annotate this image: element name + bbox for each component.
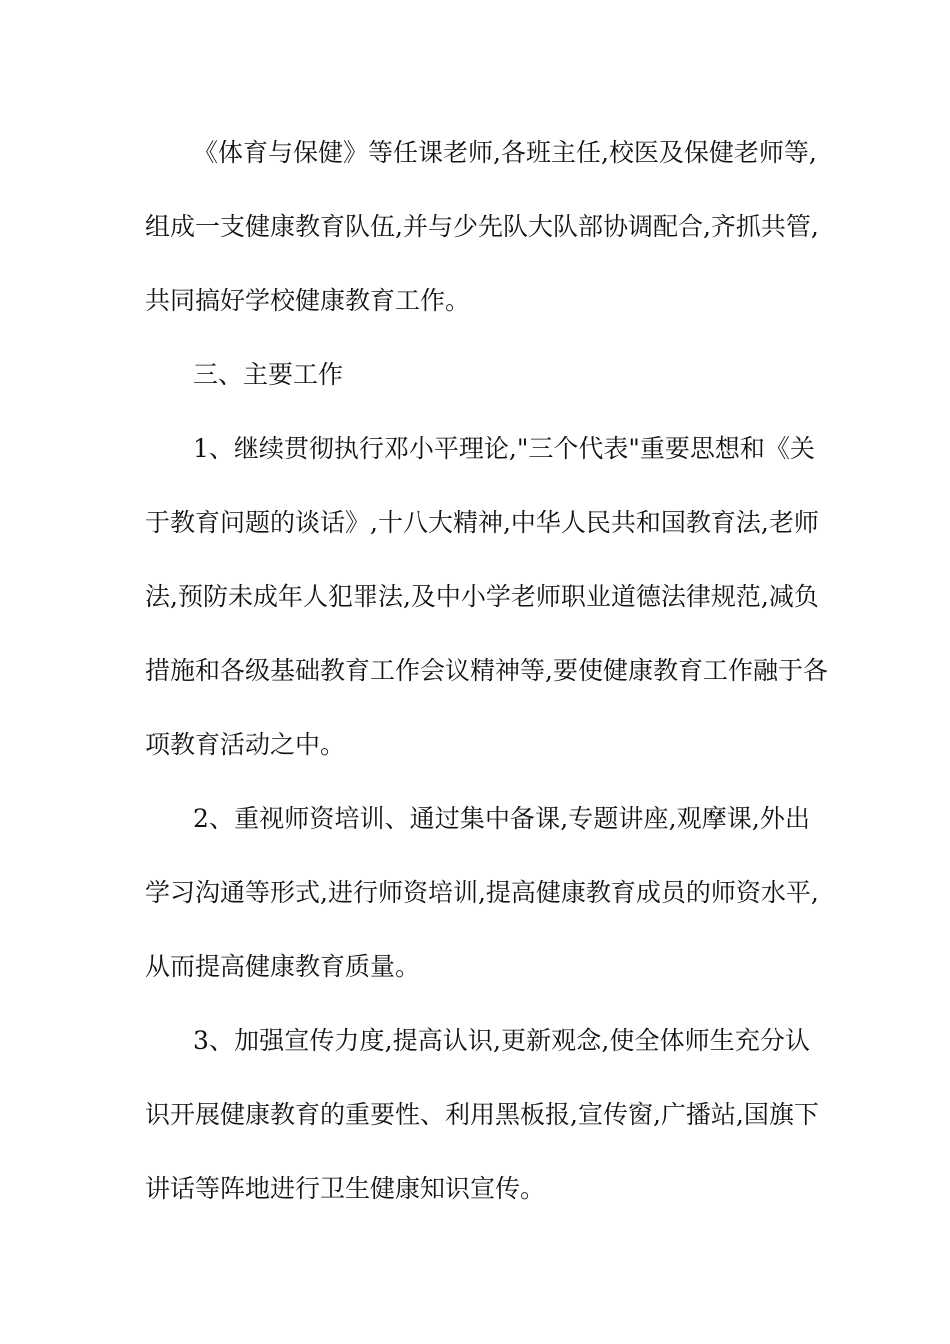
paragraph-item-1 [145, 426, 828, 796]
paragraph-staff [145, 130, 819, 352]
text-line: 措施和各级基础教育工作会议精神等,要使健康教育工作融于各 [145, 656, 828, 685]
text-line: 从而提高健康教育质量。 [145, 952, 421, 981]
section-heading [145, 352, 810, 426]
text-line: 法,预防未成年人犯罪法,及中小学老师职业道德法律规范,减负 [145, 582, 819, 611]
text-line: 《体育与保健》等任课老师,各班主任,校医及保健老师等, [193, 138, 817, 167]
text-line: 识开展健康教育的重要性、利用黑板报,宣传窗,广播站,国旗下 [145, 1100, 819, 1129]
text-line: 项教育活动之中。 [145, 730, 346, 759]
text-line: 2、重视师资培训、通过集中备课,专题讲座,观摩课,外出 [193, 804, 810, 833]
text-line: 学习沟通等形式,进行师资培训,提高健康教育成员的师资水平, [145, 878, 819, 907]
paragraph-item-2 [145, 796, 819, 1018]
text-line: 共同搞好学校健康教育工作。 [145, 286, 471, 315]
document-body [145, 130, 828, 1240]
text-line: 于教育问题的谈话》,十八大精神,中华人民共和国教育法,老师 [145, 508, 819, 537]
heading-main-work: 三、主要工作 [193, 360, 344, 389]
text-line: 讲话等阵地进行卫生健康知识宣传。 [145, 1174, 546, 1203]
text-line: 3、加强宣传力度,提高认识,更新观念,使全体师生充分认 [193, 1026, 810, 1055]
text-line: 1、继续贯彻执行邓小平理论,"三个代表"重要思想和《关 [193, 434, 815, 463]
text-line: 组成一支健康教育队伍,并与少先队大队部协调配合,齐抓共管, [145, 212, 819, 241]
paragraph-item-3 [145, 1018, 819, 1240]
